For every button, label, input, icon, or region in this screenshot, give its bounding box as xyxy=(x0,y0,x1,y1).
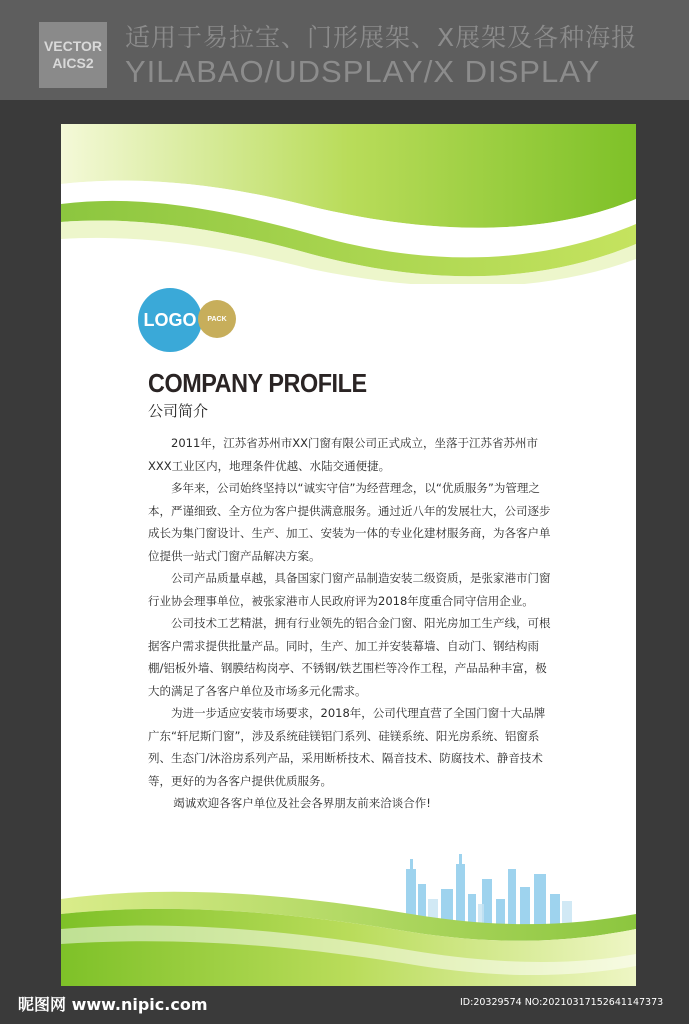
profile-body xyxy=(148,432,553,815)
paragraph: 2011年，江苏省苏州市XX门窗有限公司正式成立，坐落于江苏省苏州市XXX工业区内，地理条件优越、水陆交通便捷。 xyxy=(148,436,539,473)
footer-site-watermark: 昵图网 www.nipic.com xyxy=(18,995,208,1014)
vector-badge xyxy=(39,22,107,88)
poster xyxy=(61,124,636,986)
logo-pack-circle: PACK xyxy=(198,300,236,338)
badge-line-1: VECTOR xyxy=(43,38,103,54)
badge-line-2: AICS2 xyxy=(52,55,94,71)
company-logo xyxy=(138,286,238,356)
top-green-wave xyxy=(61,124,636,284)
logo-circle: LOGO xyxy=(138,288,202,352)
footer-id-text: ID:20329574 NO:20210317152641147373 xyxy=(460,997,664,1008)
banner-title-cn: 适用于易拉宝、门形展架、X展架及各种海报 xyxy=(125,23,638,52)
banner-title-en: YILABAO/UDSPLAY/X DISPLAY xyxy=(125,54,601,89)
bottom-green-wave xyxy=(61,874,636,986)
paragraph: 为进一步适应安装市场要求，2018年，公司代理直营了全国门窗十大品牌广东“轩尼斯门窗”，涉及系统硅镁铝门系列、硅镁系统、阳光房系统、铝窗系列、生态门/沐浴房系列产品，采用断桥技术、隔音技术、防腐技术、静音技术等，更好的为各客户提供优质服务。 xyxy=(148,706,546,788)
paragraph: 公司产品质量卓越，具备国家门窗产品制造安装二级资质，是张家港市门窗行业协会理事单位，被张家港市人民政府评为2018年度重合同守信用企业。 xyxy=(148,571,551,608)
paragraph: 多年来，公司始终坚持以“诚实守信”为经营理念，以“优质服务”为管理之本，严谨细致、全方位为客户提供满意服务。通过近八年的发展壮大，公司逐步成长为集门窗设计、生产、加工、安装为一体的专业化建材服务商，为各客户单位提供一站式门窗产品解决方案。 xyxy=(148,481,551,563)
profile-subtitle: 公司简介 xyxy=(148,402,209,420)
top-banner xyxy=(0,0,689,100)
paragraph: 公司技术工艺精湛，拥有行业领先的铝合金门窗、阳光房加工生产线，可根据客户需求提供批量产品。同时，生产、加工并安装幕墙、自动门、钢结构雨棚/铝板外墙、钢膜结构岗亭、不锈钢/铁艺围栏等冷作工程，产品品种丰富，极大的满足了各客户单位及市场多元化需求。 xyxy=(148,616,551,698)
profile-title: COMPANY PROFILE xyxy=(148,368,367,398)
closing-line: 竭诚欢迎各客户单位及社会各界朋友前来洽谈合作! xyxy=(173,796,431,810)
